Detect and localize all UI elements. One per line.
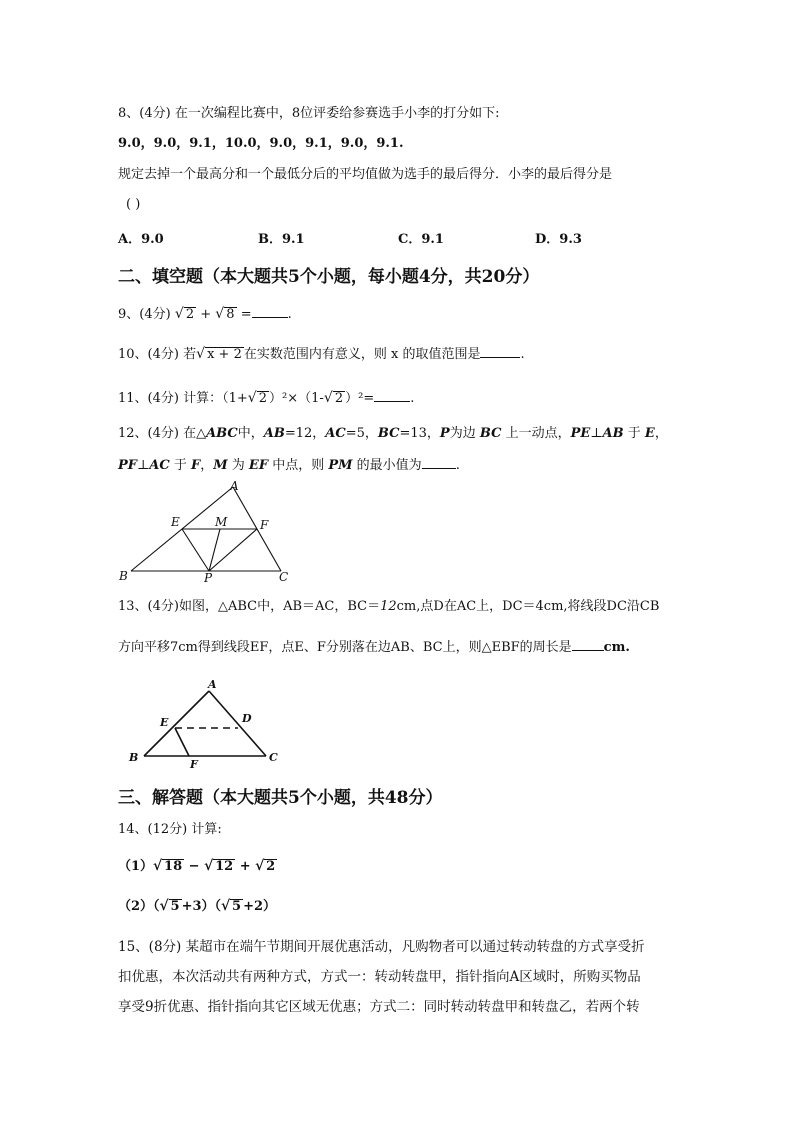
q13-label-b: B xyxy=(129,751,139,764)
q8-paren: ( ) xyxy=(126,197,141,212)
q12-label-e: E xyxy=(171,515,180,529)
q14-stem: 14、(12分) 计算: xyxy=(118,822,222,837)
q9-end: . xyxy=(287,307,292,322)
q15-line3: 享受9折优惠、指针指向其它区域无优惠；方式二：同时转动转盘甲和转盘乙，若两个转 xyxy=(118,999,640,1015)
q12-label-c: C xyxy=(279,570,289,584)
q10-prefix: 10、(4分) 若 xyxy=(118,347,197,362)
q11-sqrt-2: √ 2 xyxy=(324,390,345,408)
q13-label-d: D xyxy=(242,712,252,725)
q12-line2: PF⊥AC 于 F，M 为 EF 中点，则 PM 的最小值为 . xyxy=(118,458,460,473)
q14-part2: （2）（√ 5 +3）（√ 5 +2） xyxy=(118,898,276,916)
q9-answer-blank xyxy=(252,305,288,318)
q10-text: 在实数范围内有意义，则 x 的取值范围是 xyxy=(243,347,481,362)
q12-answer-blank xyxy=(422,456,456,469)
q9-eq: = xyxy=(240,307,252,322)
q9 xyxy=(118,305,292,324)
q13-label-a: A xyxy=(208,678,217,691)
section2-title: 二、填空题（本大题共5个小题，每小题4分，共20分） xyxy=(118,267,540,287)
q12-label-m: M xyxy=(215,515,228,529)
q9-sqrt-b: √ 8 xyxy=(215,306,236,324)
q13-label-e: E xyxy=(160,716,169,729)
q12-label-b: B xyxy=(119,569,128,583)
q8-option-a: A．9.0 xyxy=(118,232,164,247)
q12-triangle-figure xyxy=(115,478,305,586)
q12-label-p: P xyxy=(204,571,213,585)
section3-title: 三、解答题（本大题共5个小题，共48分） xyxy=(118,788,443,808)
q13-answer-blank xyxy=(572,638,604,651)
q8-rule: 规定去掉一个最高分和一个最低分后的平均值做为选手的最后得分．小李的最后得分是 xyxy=(118,167,613,182)
q15-line2: 扣优惠，本次活动共有两种方式，方式一：转动转盘甲，指针指向A区域时，所购买物品 xyxy=(118,969,641,985)
q11-prefix: 11、(4分) 计算：（1+ xyxy=(118,391,248,406)
q14-part1: （1）√ 18 − √ 12 + √ 2 xyxy=(118,858,277,876)
q10-answer-blank xyxy=(480,345,520,358)
q15-line1: 15、(8分) 某超市在端午节期间开展优惠活动，凡购物者可以通过转动转盘的方式享受折 xyxy=(118,939,645,955)
q13-line2: 方向平移7cm得到线段EF，点E、F分别落在边AB、BC上，则△EBF的周长是 cm. xyxy=(118,640,630,655)
q8-scores: 9.0，9.0，9.1，10.0，9.0，9.1，9.0，9.1. xyxy=(118,136,404,151)
q11-tail: ）²= xyxy=(345,391,375,406)
q13-label-f: F xyxy=(190,758,198,771)
q8-option-c: C．9.1 xyxy=(398,232,444,247)
q13-triangle-figure xyxy=(124,676,284,772)
q8-stem: 8、(4分) 在一次编程比赛中，8位评委给参赛选手小李的打分如下: xyxy=(118,106,500,121)
q9-plus: + xyxy=(200,307,212,322)
q13-line1: 13、(4分)如图，△ABC中，AB＝AC，BC＝12cm,点D在AC上，DC＝4cm,将线段DC沿CB xyxy=(118,599,660,614)
q10-end: . xyxy=(520,347,525,362)
q8-option-b: B．9.1 xyxy=(258,232,305,247)
q9-sqrt-a: √ 2 xyxy=(175,306,196,324)
q12-line1: 12、(4分) 在△ABC中，AB=12，AC=5，BC=13，P为边 BC 上一动点，PE⊥AB 于 E， xyxy=(118,426,668,441)
q13-label-c: C xyxy=(269,751,278,764)
q11-mid: ）²×（1- xyxy=(269,391,324,406)
q11 xyxy=(118,389,414,408)
q10 xyxy=(118,345,525,364)
q8-option-d: D．9.3 xyxy=(535,232,582,247)
q9-prefix: 9、(4分) xyxy=(118,307,171,322)
q11-end: . xyxy=(410,391,415,406)
q12-label-a: A xyxy=(230,479,239,493)
q11-answer-blank xyxy=(374,389,410,402)
q11-sqrt-1: √ 2 xyxy=(248,390,269,408)
q10-sqrt: √ x + 2 xyxy=(196,346,244,364)
q12-label-f: F xyxy=(260,518,269,532)
